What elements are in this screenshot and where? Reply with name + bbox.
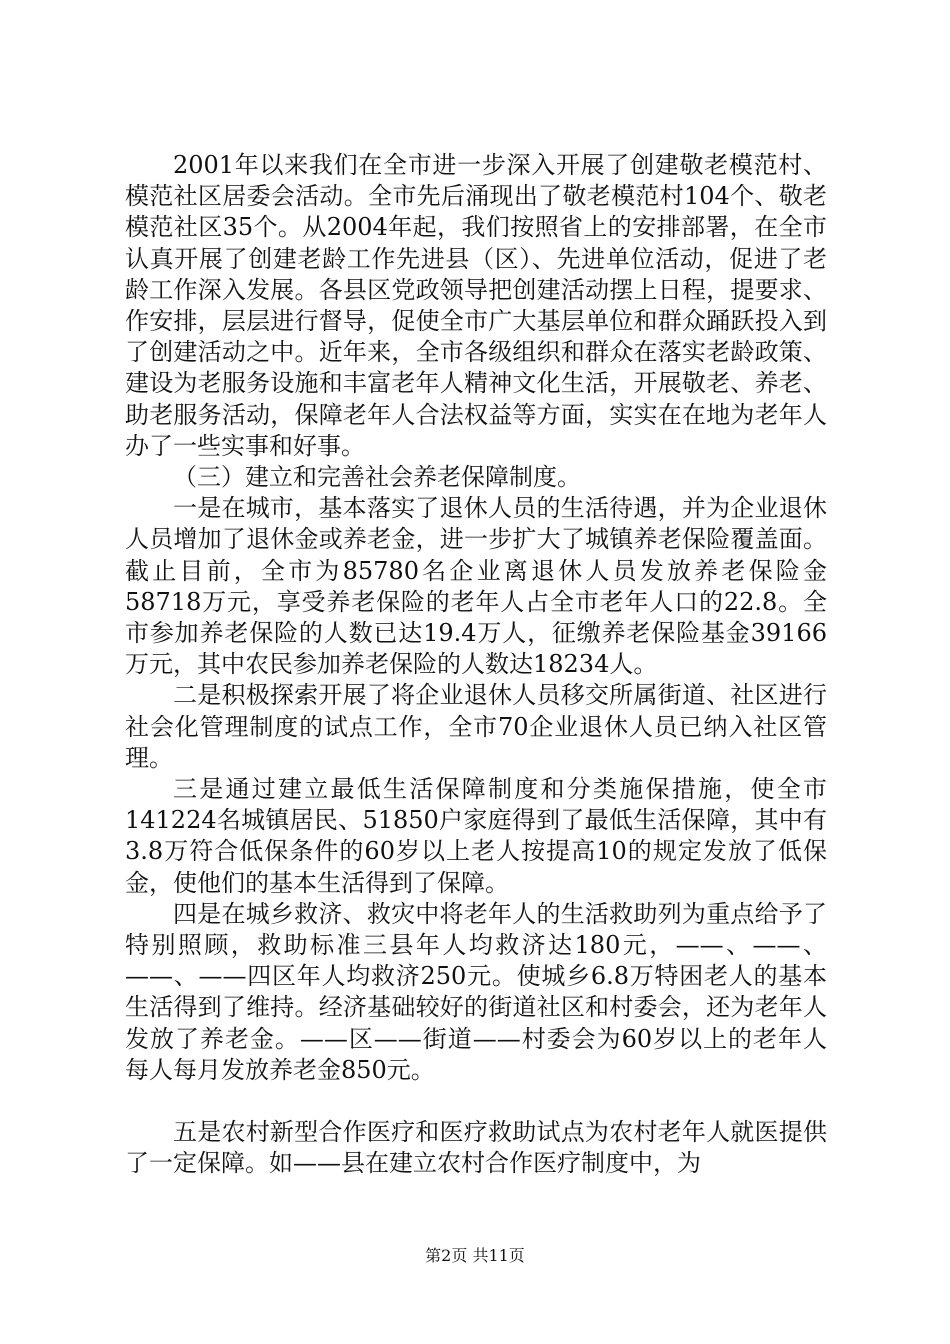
paragraph-relief: 四是在城乡救济、救灾中将老年人的生活救助列为重点给予了特别照顾，救助标准三县年人均救济达180元，——、——、——、——四区年人均救济250元。使城乡6.8万特困老人的基本生活得到了维持。经济基础较好的街道社区和村委会，还为老年人发放了养老金。——区——街道——村委会为60岁以上的老年人每人每月发放养老金850元。 bbox=[125, 899, 827, 1084]
document-body bbox=[125, 150, 827, 1180]
paragraph-model-village: 2001年以来我们在全市进一步深入开展了创建敬老模范村、模范社区居委会活动。全市先后涌现出了敬老模范村104个、敬老模范社区35个。从2004年起，我们按照省上的安排部署，在全市认真开展了创建老龄工作先进县（区）、先进单位活动，促进了老龄工作深入发展。各县区党政领导把创建活动摆上日程，提要求、作安排，层层进行督导，促使全市广大基层单位和群众踊跃投入到了创建活动之中。近年来，全市各级组织和群众在落实老龄政策、建设为老服务设施和丰富老年人精神文化生活，开展敬老、养老、助老服务活动，保障老年人合法权益等方面，实实在在地为老年人办了一些实事和好事。 bbox=[125, 151, 827, 460]
page-footer: 第2页 共11页 bbox=[425, 1246, 525, 1265]
paragraph-urban-retirees: 一是在城市，基本落实了退休人员的生活待遇，并为企业退休人员增加了退休金或养老金，进一步扩大了城镇养老保险覆盖面。截止目前，全市为85780名企业离退休人员发放养老保险金58718万元，享受养老保险的老年人占全市老年人口的22.8。全市参加养老保险的人数已达19.4万人，征缴养老保险基金39166万元，其中农民参加养老保险的人数达18234人。 bbox=[125, 494, 827, 679]
paragraph-minimum-living: 三是通过建立最低生活保障制度和分类施保措施，使全市141224名城镇居民、51850户家庭得到了最低生活保障，其中有3.8万符合低保条件的60岁以上老人按提高10的规定发放了低保金，使他们的基本生活得到了保障。 bbox=[125, 775, 827, 897]
paragraph-social-management: 二是积极探索开展了将企业退休人员移交所属街道、社区进行社会化管理制度的试点工作，全市70企业退休人员已纳入社区管理。 bbox=[125, 681, 827, 772]
section-heading-pension-system: （三）建立和完善社会养老保障制度。 bbox=[173, 463, 581, 492]
paragraph-rural-medical: 五是农村新型合作医疗和医疗救助试点为农村老年人就医提供了一定保障。如——县在建立农村合作医疗制度中，为 bbox=[125, 1118, 827, 1178]
